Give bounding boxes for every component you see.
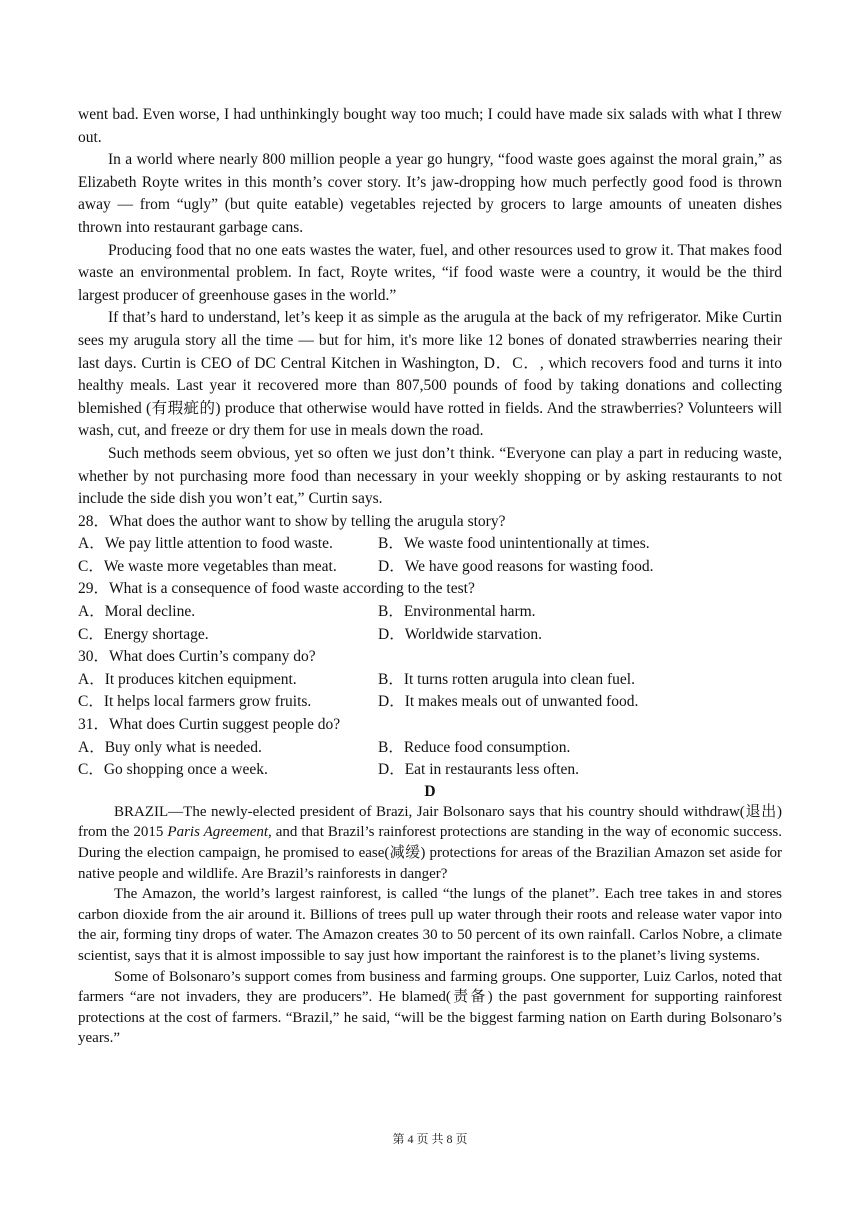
question-28-option-b: B．We waste food unintentionally at times. [378,535,650,553]
question-31-option-c: C．Go shopping once a week. [78,761,268,779]
question-29-option-a: A．Moral decline. [78,603,196,621]
question-29-options-row-2 [78,624,782,647]
question-29-options-row-1 [78,601,782,624]
passage-c-paragraph-2: In a world where nearly 800 million people a year go hungry, “food waste goes against the moral grain,” as Elizabeth Royte writes in this month’s cover story. It’s jaw-dropping how much perfectly good food is thrown away — from “ugly” (but quite eatable) vegetables rejected by grocers to large amounts of uneaten dishes thrown into restaurant garbage cans. [78,151,782,236]
passage-d-p1-text-before: BRAZIL—The newly-elected president of Brazi, Jair Bolsonaro says that his country should withdraw(退出) from the 2015 [78,803,782,841]
passage-d [78,782,782,1049]
question-28-option-d: D．We have good reasons for wasting food. [378,557,654,575]
question-29-option-b: B．Environmental harm. [378,603,536,621]
passage-c-paragraph-4: If that’s hard to understand, let’s keep it as simple as the arugula at the back of my refrigerator. Mike Curtin sees my arugula story all the time — but for him, it's more like 12 bones of donated strawberries nearing their last days. Curtin is CEO of DC Central Kitchen in Washington, D．C．, which recovers food and turns it into healthy meals. Last year it recovered more than 807,500 pounds of food by taking donations and collecting blemished (有瑕疵的) produce that otherwise would have rotted in fields. And the strawberries? Volunteers will wash, cut, and freeze or dry them for use in meals down the road. [78,309,782,440]
passage-c-paragraph-5: Such methods seem obvious, yet so often we just don’t think. “Everyone can play a part in reducing waste, whether by not purchasing more food than necessary in your weekly shopping or by asking restaurants to not include the side dish you won’t eat,” Curtin says. [78,444,782,508]
question-31-stem: 31．What does Curtin suggest people do? [78,716,341,734]
question-30-options-row-2 [78,691,782,714]
question-31-option-d: D．Eat in restaurants less often. [378,761,580,779]
question-31-option-b: B．Reduce food consumption. [378,738,571,756]
passage-d-paragraph-2: The Amazon, the world’s largest rainforest, is called “the lungs of the planet”. Each tree takes in and stores carbon dioxide from the air around it. Billions of trees pull up water through their roots and release water vapor into the air, forming tiny drops of water. The Amazon creates 30 to 50 percent of its own rainfall. Carlos Nobre, a climate scientist, says that it is almost impossible to say just how important the rainforest is to the planet’s living systems. [78,886,782,964]
page-number-footer: 第 4 页 共 8 页 [392,1132,468,1146]
question-30-option-c: C．It helps local farmers grow fruits. [78,693,312,711]
passage-d-p1-text-after: and that Brazil’s rainforest protections are standing in the way of economic success. During the election campaign, he promised to ease(减缓) protections for areas of the Brazilian Amazon set aside for native people and wildlife. Are Brazil’s rainforests in danger? [78,824,783,882]
question-30-stem: 30．What does Curtin’s company do? [78,648,316,666]
passage-c-paragraph-3: Producing food that no one eats wastes the water, fuel, and other resources used to grow it. That makes food waste an environmental problem. In fact, Royte writes, “if food waste were a country, it would be the third largest producer of greenhouse gases in the world.” [78,241,782,304]
question-31-option-a: A．Buy only what is needed. [78,738,262,756]
question-31-options-row-2 [78,759,782,782]
question-28-options-row-1 [78,533,782,556]
question-29-option-c: C．Energy shortage. [78,625,209,643]
question-28-options-row-2 [78,556,782,579]
question-28-stem: 28．What does the author want to show by telling the arugula story? [78,512,506,530]
passage-c [78,104,782,511]
section-heading: D [424,782,436,800]
question-28-option-c: C．We waste more vegetables than meat. [78,557,337,575]
passage-d-paragraph-3: Some of Bolsonaro’s support comes from business and farming groups. One supporter, Luiz Carlos, noted that farmers “are not invaders, they are producers”. He blamed(责备) the past government for supporting rainforest protections at the cost of farmers. “Brazil,” he said, “will be the biggest farming nation on Earth during Bolsonaro’s years.” [78,968,782,1047]
question-31-options-row-1 [78,737,782,760]
question-block [78,511,782,782]
question-28-option-a: A．We pay little attention to food waste. [78,535,333,553]
exam-page [78,104,782,1049]
question-30-option-d: D．It makes meals out of unwanted food. [378,693,639,711]
question-29-stem: 29．What is a consequence of food waste according to the test? [78,580,475,598]
passage-d-paragraph-1 [78,802,782,884]
question-29-option-d: D．Worldwide starvation. [378,625,543,643]
question-30-option-a: A．It produces kitchen equipment. [78,670,297,688]
agreement-title: Paris Agreement, [167,824,272,841]
question-30-options-row-1 [78,669,782,692]
passage-c-paragraph-1: went bad. Even worse, I had unthinkingly bought way too much; I could have made six salads with what I threw out. [78,106,782,146]
question-30-option-b: B．It turns rotten arugula into clean fuel. [378,670,635,688]
